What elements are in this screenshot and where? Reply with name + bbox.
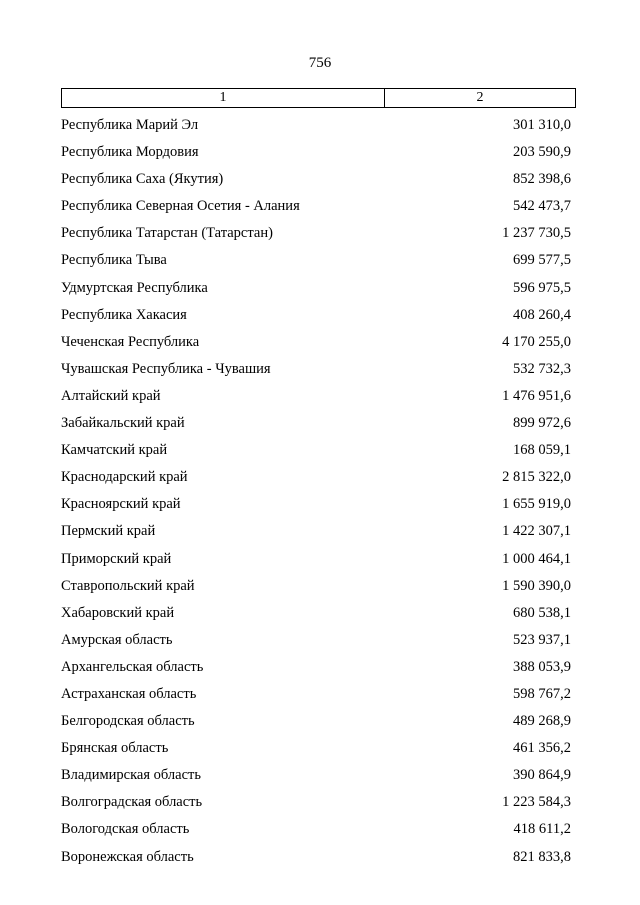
table-row bbox=[61, 356, 575, 383]
region-name: Камчатский край bbox=[61, 442, 168, 459]
region-name: Красноярский край bbox=[61, 496, 181, 513]
region-name: Воронежская область bbox=[61, 848, 194, 865]
region-value: 489 268,9 bbox=[513, 713, 571, 730]
region-value: 1 223 584,3 bbox=[502, 794, 571, 811]
region-name: Владимирская область bbox=[61, 767, 201, 784]
table-row bbox=[61, 166, 575, 193]
region-value: 532 732,3 bbox=[513, 360, 571, 377]
region-value: 390 864,9 bbox=[513, 767, 571, 784]
table-row bbox=[61, 816, 575, 843]
table-row bbox=[61, 627, 575, 654]
region-value: 1 590 390,0 bbox=[502, 577, 571, 594]
page-number: 756 bbox=[308, 55, 332, 71]
region-name: Архангельская область bbox=[61, 658, 204, 675]
region-name: Республика Хакасия bbox=[61, 306, 187, 323]
column-header-1: 1 bbox=[62, 89, 385, 108]
region-value: 168 059,1 bbox=[513, 442, 571, 459]
region-value: 598 767,2 bbox=[513, 685, 571, 702]
region-value: 203 590,9 bbox=[513, 144, 571, 161]
region-value: 4 170 255,0 bbox=[502, 333, 571, 350]
region-value: 1 476 951,6 bbox=[502, 387, 571, 404]
table-row bbox=[61, 193, 575, 220]
region-name: Республика Северная Осетия - Алания bbox=[61, 198, 300, 215]
region-name: Вологодская область bbox=[61, 821, 190, 838]
table-header bbox=[61, 88, 576, 108]
region-value: 523 937,1 bbox=[513, 631, 571, 648]
table-row bbox=[61, 112, 575, 139]
region-name: Республика Татарстан (Татарстан) bbox=[61, 225, 273, 242]
table-row bbox=[61, 491, 575, 518]
table-row bbox=[61, 220, 575, 247]
table-row bbox=[61, 789, 575, 816]
table-row bbox=[61, 247, 575, 274]
table-row bbox=[61, 654, 575, 681]
region-name: Республика Мордовия bbox=[61, 144, 199, 161]
region-name: Республика Марий Эл bbox=[61, 117, 199, 133]
table-row bbox=[61, 329, 575, 356]
table-row bbox=[61, 681, 575, 708]
region-name: Чувашская Республика - Чувашия bbox=[61, 360, 271, 377]
region-value: 821 833,8 bbox=[513, 848, 571, 865]
table-row bbox=[61, 735, 575, 762]
region-name: Забайкальский край bbox=[61, 415, 185, 432]
region-name: Белгородская область bbox=[61, 713, 195, 730]
region-name: Республика Тыва bbox=[61, 252, 167, 269]
region-value: 461 356,2 bbox=[513, 740, 571, 757]
region-value: 899 972,6 bbox=[513, 415, 571, 432]
region-value: 699 577,5 bbox=[513, 252, 571, 269]
table-row bbox=[61, 410, 575, 437]
table-row bbox=[61, 437, 575, 464]
region-name: Пермский край bbox=[61, 523, 156, 540]
region-value: 418 611,2 bbox=[513, 821, 571, 838]
region-name: Алтайский край bbox=[61, 387, 161, 404]
table-row bbox=[61, 383, 575, 410]
table-row bbox=[61, 139, 575, 166]
table-row bbox=[61, 464, 575, 491]
region-name: Удмуртская Республика bbox=[61, 279, 208, 296]
region-name: Республика Саха (Якутия) bbox=[61, 171, 224, 188]
region-name: Приморский край bbox=[61, 550, 172, 567]
region-value: 542 473,7 bbox=[513, 198, 571, 215]
table-row bbox=[61, 573, 575, 600]
region-value: 852 398,6 bbox=[513, 171, 571, 188]
region-name: Чеченская Республика bbox=[61, 333, 200, 350]
table-row bbox=[61, 546, 575, 573]
table-row bbox=[61, 762, 575, 789]
table-row bbox=[61, 844, 575, 871]
table-row bbox=[61, 600, 575, 627]
column-header-2: 2 bbox=[385, 89, 576, 108]
region-value: 408 260,4 bbox=[513, 306, 571, 323]
region-name: Хабаровский край bbox=[61, 604, 175, 621]
region-name: Астраханская область bbox=[61, 685, 197, 702]
region-value: 301 310,0 bbox=[513, 117, 571, 133]
region-name: Краснодарский край bbox=[61, 469, 188, 486]
table-body bbox=[61, 112, 575, 871]
region-value: 1 000 464,1 bbox=[502, 550, 571, 567]
header-row bbox=[62, 89, 576, 108]
region-name: Ставропольский край bbox=[61, 577, 195, 594]
region-value: 680 538,1 bbox=[513, 604, 571, 621]
table-row bbox=[61, 302, 575, 329]
table-row bbox=[61, 518, 575, 545]
region-value: 388 053,9 bbox=[513, 658, 571, 675]
region-name: Волгоградская область bbox=[61, 794, 203, 811]
table-row bbox=[61, 275, 575, 302]
region-value: 596 975,5 bbox=[513, 279, 571, 296]
region-name: Брянская область bbox=[61, 740, 169, 757]
region-name: Амурская область bbox=[61, 631, 173, 648]
region-value: 2 815 322,0 bbox=[502, 469, 571, 486]
region-value: 1 237 730,5 bbox=[502, 225, 571, 242]
table-row bbox=[61, 708, 575, 735]
region-value: 1 655 919,0 bbox=[502, 496, 571, 513]
region-value: 1 422 307,1 bbox=[502, 523, 571, 540]
